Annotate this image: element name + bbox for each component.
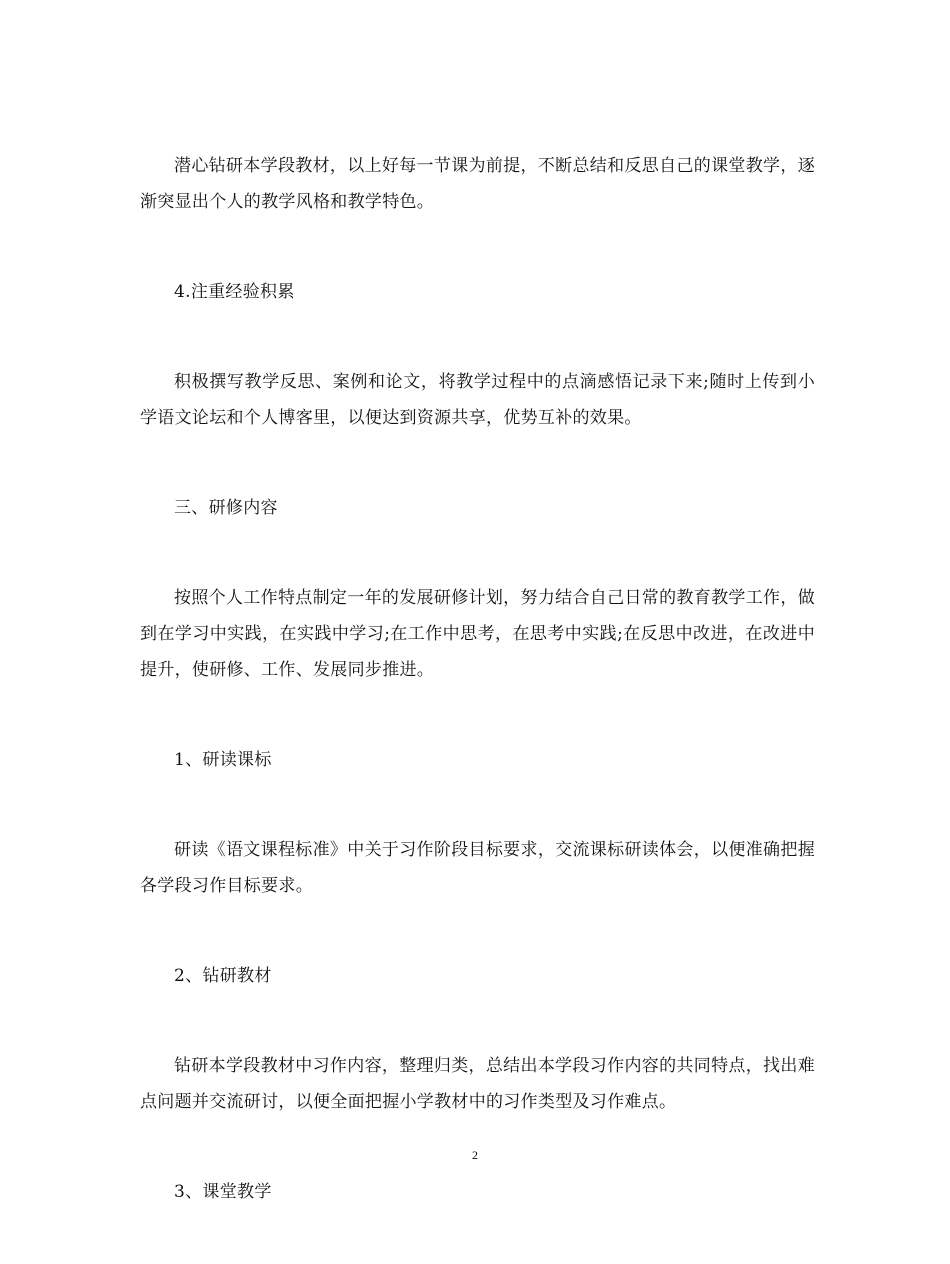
page-number: 2 [472, 1148, 478, 1162]
paragraph-study-curriculum: 研读《语文课程标准》中关于习作阶段目标要求，交流课标研读体会，以便准确把握各学段习作目标要求。 [140, 840, 815, 896]
heading-classroom-teaching: 3、课堂教学 [174, 1182, 272, 1202]
paragraph-study-materials: 钻研本学段教材中习作内容，整理归类，总结出本学段习作内容的共同特点，找出难点问题并交流研讨，以便全面把握小学教材中的习作类型及习作难点。 [140, 1056, 815, 1112]
paragraph-training-plan: 按照个人工作特点制定一年的发展研修计划，努力结合自己日常的教育教学工作，做到在学习中实践，在实践中学习;在工作中思考，在思考中实践;在反思中改进，在改进中提升，使研修、工作、发展同步推进。 [140, 588, 815, 680]
paragraph-study-textbook: 潜心钻研本学段教材，以上好每一节课为前提，不断总结和反思自己的课堂教学，逐渐突显出个人的教学风格和教学特色。 [140, 156, 815, 212]
document-body [140, 148, 815, 1264]
heading-study-materials: 2、钻研教材 [174, 966, 272, 986]
heading-training-content: 三、研修内容 [174, 498, 278, 518]
paragraph-write-reflections: 积极撰写教学反思、案例和论文，将教学过程中的点滴感悟记录下来;随时上传到小学语文论坛和个人博客里，以便达到资源共享，优势互补的效果。 [140, 372, 815, 428]
heading-study-curriculum: 1、研读课标 [174, 750, 272, 770]
heading-accumulate-experience: 4.注重经验积累 [174, 282, 295, 302]
